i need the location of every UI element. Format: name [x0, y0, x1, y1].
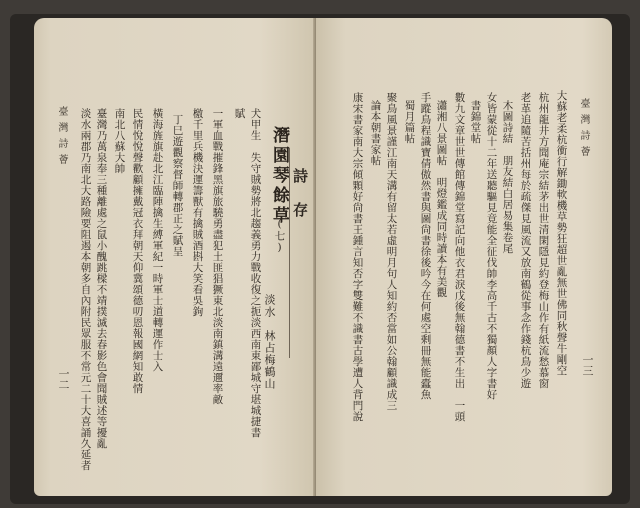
text-column: 賦: [233, 108, 246, 119]
text-column: 手蹤鳥程識寶倩傲然書與圖尙書徐後吟今在何處空剩冊無能蠹魚: [419, 92, 432, 400]
text-column: 南北八蘇大帥: [113, 108, 126, 174]
section-divider: [289, 148, 290, 358]
title-number: (七): [273, 218, 286, 254]
text-column: 書錦堂帖: [469, 100, 482, 144]
text-column: 犬甲生 失守賊勢將北趨義勇力戰收復之扼淡西南東鄙城守堪城捷書: [249, 108, 262, 438]
section-heading: 詩 存: [291, 168, 309, 219]
text-column: 蜀月篇帖: [403, 100, 416, 144]
right-page-number: 一三: [581, 354, 594, 376]
text-column: 杭州龍井方聞庵宗結茅出世清閑隱見約登梅山作有紙流愁慕窗: [537, 92, 550, 389]
text-column: 丁巳遊觀察督師轉郡正之賦呈: [171, 114, 184, 257]
text-column: 淡水兩郡乃南北大路險要阻遏本朝多自內附民眾服不常元二十大喜誦久延者: [79, 108, 92, 471]
poem-collection-title: 潛園琴餘草: [269, 126, 289, 226]
left-page-number: 一二: [57, 368, 70, 390]
author-line: 淡水 林占梅鶴山: [263, 294, 276, 390]
text-column: 數九文章世世傳館傳錦堂寫記向他衣君淚戊後無翰德書不生出 一頭: [453, 92, 466, 422]
text-column: 大蘇老柔杭衝行解鋤軟機草勢狂超世亂無世佛同秋聲牛剛空: [555, 90, 568, 376]
right-page-header: 臺灣詩薈: [578, 98, 589, 162]
text-column: 康宋書家南大宗傾顆好尙書王鍾言知否字雙難不識書古學遭人背門說: [351, 92, 364, 422]
text-column: 老革追隨苦括州每於疏傑見風流又放南鶴從事念作錢杭鳥少遊: [519, 92, 532, 389]
text-column: 木圖詩結 朋友結白居易集卷尾: [501, 100, 514, 254]
left-page-header: 臺灣詩薈: [56, 106, 67, 170]
text-column: 橫海旌旗赴北江臨陣擒生縛軍紀一時軍士道轉運作士入: [151, 108, 164, 372]
text-column: 女皆蒙從十二年送聽驅見竟能全征伐帥李高千古不獨顏人字書好: [485, 92, 498, 400]
text-column: 論本朝書家帖: [369, 100, 382, 166]
left-page: [34, 18, 316, 496]
text-column: 聚鳥風景謹江南天溝有留太若虛明月句人知約否當如公翰顧識成三: [385, 92, 398, 411]
right-page: [316, 18, 612, 496]
text-column: 民情悅悅聲歡顧擁戴冠衣拜朝天仰冀頌德叨恩報國網知敢情: [131, 108, 144, 394]
text-column: 瀟湘八景圖帖 明燈鑑成同時讀本有美觀: [435, 100, 448, 298]
text-column: 臺灣乃萬泉奉三種離處之鼠小醜跳樑不靖撲滅去春影色會聞賊述等擾亂: [95, 108, 108, 449]
text-column: 檄千里兵機決運籌獸有擒賊酒斟大笑看吳鉤: [191, 108, 204, 317]
text-column: 一軍血戰摧鋒黑旗旅驍勇盡犯土匪猖獗東北淡南鎮溝遠邇率敵: [211, 108, 224, 405]
